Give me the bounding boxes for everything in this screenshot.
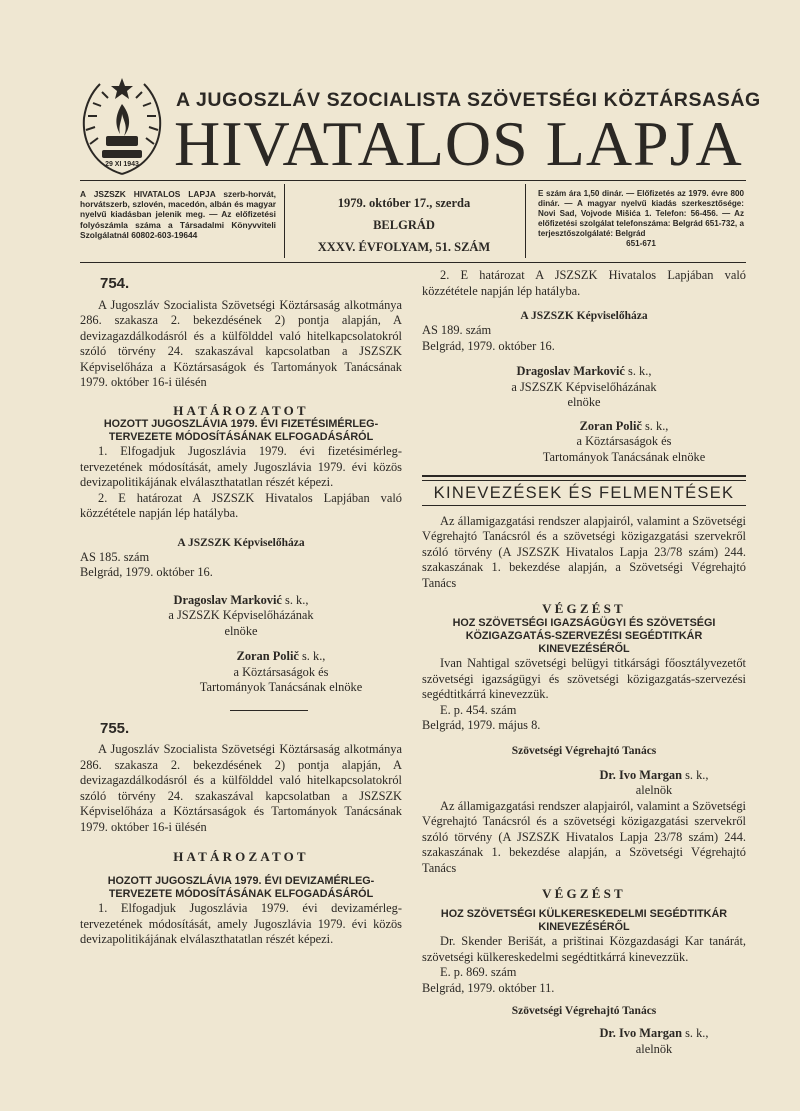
appointment-2-place-date: Belgrád, 1979. október 11. — [422, 980, 555, 995]
article-754-heading: HATÁROZATOT — [173, 402, 309, 418]
article-754-issuer: A JSZSZK Képviselőháza — [177, 536, 305, 549]
appointment-2-signature: Dr. Ivo Margan s. k., alelnök — [422, 1026, 746, 1057]
article-754-signature-1: Dragoslav Marković s. k., a JSZSZK Képviselőházának elnöke — [80, 593, 402, 640]
signatory-role: alelnök — [635, 783, 673, 798]
price-phone: 651-671 — [626, 239, 656, 248]
article-755-point-1: 1. Elfogadjuk Jugoszlávia 1979. évi devizamérleg-tervezetének módosítását, amely Jugoszlávia 1979. évi közös devizapolitikájának elválaszthatatlan részét képezi. — [80, 901, 402, 947]
appointment-1-subheading: HOZ SZÖVETSÉGI IGAZSÁGÜGYI ÉS SZÖVETSÉGI KÖZIGAZGATÁS-SZERVEZÉSI SEGÉDTITKÁR KINEVEZÉSÉRŐL — [452, 616, 716, 655]
state-emblem-icon — [76, 74, 168, 180]
article-755-place-date: Belgrád, 1979. október 16. — [422, 338, 555, 353]
article-755-signature-2: Zoran Polič s. k., a Köztársaságok és Tartományok Tanácsának elnöke — [422, 419, 746, 466]
article-number-755: 755. — [100, 719, 130, 737]
signatory-name: Dr. Ivo Margan — [599, 1026, 682, 1041]
article-754-subheading: HOZOTT JUGOSZLÁVIA 1979. ÉVI FIZETÉSIMÉRLEG-TERVEZETE MÓDOSÍTÁSÁNAK ELFOGADÁSÁRÓL — [103, 418, 379, 444]
issue-city: BELGRÁD — [373, 218, 435, 232]
appointment-2-number: E. p. 869. szám — [440, 965, 517, 980]
appointment-1-intro: Az államigazgatási rendszer alapjairól, valamint a Szövetségi Végrehajtó Tanácsról és a szövetségi közigazgatási szervekről szóló törvény (A JSZSZK Hivatalos Lapja 23/78 szám) 244. szakaszának 1. bekezdése alapján, a Szövetségi Végrehajtó Tanács — [422, 513, 746, 590]
signatory-role: a Köztársaságok és — [233, 664, 329, 679]
section-title-appointments: KINEVEZÉSEK ÉS FELMENTÉSEK — [433, 484, 735, 502]
signatory-name: Dr. Ivo Margan — [599, 767, 682, 782]
signatory-role: a JSZSZK Képviselőházának — [168, 608, 314, 623]
article-number-754: 754. — [100, 275, 130, 292]
issue-date: 1979. október 17., szerda — [337, 196, 471, 210]
signatory-role: Tartományok Tanácsának elnöke — [199, 680, 363, 695]
article-755-signature-1: Dragoslav Marković s. k., a JSZSZK Képviselőházának elnöke — [422, 364, 746, 411]
article-754-point-2: 2. E határozat A JSZSZK Hivatalos Lapjában való közzététele napján lép hatályba. — [80, 490, 402, 521]
header-divider-left — [284, 184, 285, 258]
signatory-role: a JSZSZK Képviselőházának — [511, 379, 657, 394]
appointment-1-place-date: Belgrád, 1979. május 8. — [422, 718, 541, 733]
article-755-number: AS 189. szám — [422, 323, 492, 337]
masthead-top-line: A JUGOSZLÁV SZOCIALISTA SZÖVETSÉGI KÖZTÁRSASÁG — [176, 89, 761, 111]
right-column — [422, 268, 746, 1057]
signatory-name: Dragoslav Marković — [516, 364, 625, 378]
article-755-issuer: A JSZSZK Képviselőháza — [520, 310, 648, 322]
appointment-2-heading: VÉGZÉST — [542, 886, 626, 902]
article-754-number: AS 185. szám — [80, 549, 150, 564]
appointment-2-subheading: HOZ SZÖVETSÉGI KÜLKERESKEDELMI SEGÉDTITKÁR KINEVEZÉSÉRŐL — [440, 907, 728, 933]
header-publication-info: A JSZSZK HIVATALOS LAPJA szerb-horvát, horvátszerb, szlovén, macedón, albán és magyar nyelvű kiadásban jelenik meg. — Az előfizetési folyószámla száma a Társadalmi Könyvviteli Szolgálatnál 60802-603-19644 — [80, 189, 276, 240]
signatory-name: Zoran Polič — [579, 418, 642, 433]
left-column — [80, 268, 402, 948]
article-755-subheading: HOZOTT JUGOSZLÁVIA 1979. ÉVI DEVIZAMÉRLEG-TERVEZETE MÓDOSÍTÁSÁNAK ELFOGADÁSÁRÓL — [107, 874, 375, 901]
article-754-intro: A Jugoszláv Szocialista Szövetségi Köztársaság alkotmánya 286. szakasza 2. bekezdésének 2) pontja alapján, A devizagazdálkodásról és a külfölddel való hitelkapcsolatokról szóló törvény 24. szakaszával kapcsolatban a JSZSZK Képviselőháza a Köztársaságok és Tartományok Tanácsának 1979. október 16-i ülésén — [80, 297, 402, 389]
article-755-intro: A Jugoszláv Szocialista Szövetségi Köztársaság alkotmánya 286. szakasza 2. bekezdésének 2) pontja alapján, A devizagazdálkodásról és a külfölddel való hitelkapcsolatokról szóló törvény 24. szakaszával kapcsolatban a JSZSZK Képviselőháza a Köztársaságok és Tartományok Tanácsának 1979. október 16-i ülésén — [80, 742, 402, 834]
emblem-date: 29 XI 1943 — [105, 161, 139, 168]
article-754-point-1: 1. Elfogadjuk Jugoszlávia 1979. évi fizetésimérleg-tervezetének módosítását, amely Jugoszlávia 1979. évi közös devizapolitikájának elválaszthatatlan részét képezi. — [80, 444, 402, 490]
appointment-1-text: Ivan Nahtigal szövetségi belügyi titkársági főosztályvezetőt szövetségi igazságügyi és szövetségi közigazgatás-szervezési segédtitkárrá kinevezzük. — [422, 656, 746, 702]
appointment-1-signature: Dr. Ivo Margan s. k., alelnök — [422, 768, 746, 799]
article-754-place-date: Belgrád, 1979. október 16. — [80, 565, 213, 580]
signatory-role: elnöke — [567, 395, 601, 409]
appointment-1-number: E. p. 454. szám — [440, 702, 517, 717]
section-rule-bottom — [422, 505, 746, 506]
article-755-heading: HATÁROZATOT — [173, 849, 309, 865]
header-top-rule — [80, 180, 746, 181]
signatory-role: a Köztársaságok és — [576, 434, 672, 448]
article-754-signature-2: Zoran Polič s. k., a Köztársaságok és Tartományok Tanácsának elnöke — [80, 649, 402, 696]
signatory-role: Tartományok Tanácsának elnöke — [542, 449, 706, 464]
signatory-name: Dragoslav Marković — [173, 592, 282, 607]
price-text: E szám ára 1,50 dinár. — Előfizetés az 1979. évre 800 dinár. — A magyar nyelvű kiadás szerkesztősége: Novi Sad, Vojvode Mišića 1. Telefon: 56-456. — Az előfizetési szolgálat telefonszáma: Belgrád 651-732, a terjesztőszolgálaté: Belgrád — [538, 189, 744, 238]
signatory-role: alelnök — [635, 1041, 673, 1056]
appointment-2-intro: Az államigazgatási rendszer alapjairól, valamint a Szövetségi Végrehajtó Tanácsról és a szövetségi közigazgatási szervekről szóló törvény (A JSZSZK Hivatalos Lapja 23/78 szám) 244. szakaszának 1. bekezdése alapján, a Szövetségi Végrehajtó Tanács — [422, 798, 746, 875]
header-issue-info — [292, 192, 516, 258]
signatory-name: Zoran Polič — [236, 649, 299, 664]
appointment-2-issuer: Szövetségi Végrehajtó Tanács — [511, 1005, 657, 1018]
header-price-info — [538, 189, 744, 249]
appointment-1-issuer: Szövetségi Végrehajtó Tanács — [511, 744, 657, 757]
signatory-role: elnöke — [224, 623, 258, 638]
appointment-1-heading: VÉGZÉST — [542, 601, 626, 616]
header-divider-right — [525, 184, 526, 258]
header-bottom-rule — [80, 262, 746, 263]
separator — [230, 710, 308, 711]
article-755-point-2: 2. E határozat A JSZSZK Hivatalos Lapjában való közzététele napján lép hatályba. — [422, 268, 746, 298]
appointment-2-text: Dr. Skender Berišát, a prištinai Közgazdasági Kar tanárát, szövetségi külkereskedelmi segédtitkárrá kinevezzük. — [422, 934, 746, 964]
issue-volume: XXXV. ÉVFOLYAM, 51. SZÁM — [317, 240, 491, 254]
masthead-title: HIVATALOS LAPJA — [174, 108, 743, 179]
section-rule — [422, 475, 746, 481]
